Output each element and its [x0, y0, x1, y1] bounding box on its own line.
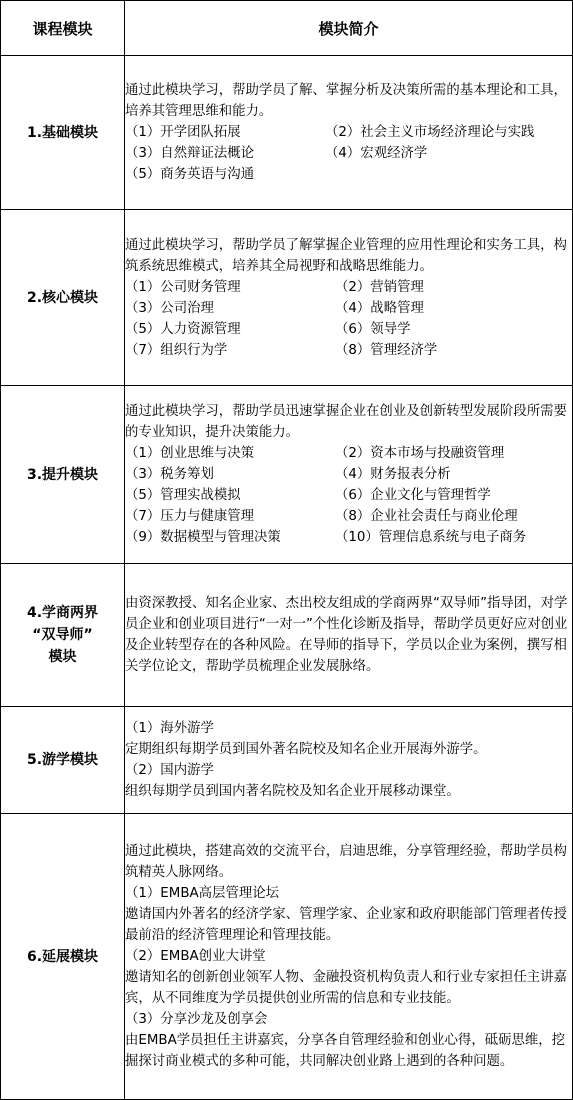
- course-item: （7）组织行为学: [125, 342, 228, 358]
- module-name-line: 4.学商两界: [26, 605, 99, 621]
- course-list: [125, 122, 572, 185]
- module-description: [125, 707, 573, 814]
- sub-title: （3）分享沙龙及创享会: [125, 1012, 268, 1027]
- course-item: （10）管理信息系统与电子商务: [335, 530, 527, 545]
- course-item: （1）开学团队拓展: [125, 125, 241, 140]
- table-row: [1, 210, 573, 386]
- course-item: （7）压力与健康管理: [125, 509, 255, 524]
- sub-title: （1）EMBA高层管理论坛: [125, 886, 280, 901]
- course-item: （3）税务筹划: [125, 467, 214, 482]
- course-list: [125, 443, 572, 548]
- module-description: [125, 564, 573, 707]
- module-name: 2.核心模块: [1, 210, 125, 386]
- table-header-row: [1, 1, 573, 56]
- sub-text: 组织每期学员到国内著名院校及知名企业开展移动课堂。: [125, 784, 460, 799]
- course-item: （2）资本市场与投融资管理: [335, 446, 505, 461]
- module-name-line: “双导师”: [32, 627, 93, 643]
- course-list: [125, 277, 572, 361]
- sub-text: 定期组织每期学员到国外著名院校及知名企业开展海外游学。: [125, 742, 487, 757]
- table-row: [1, 707, 573, 814]
- course-item: （8）管理经济学: [335, 342, 438, 358]
- course-item: （4）宏观经济学: [325, 146, 428, 161]
- course-item: （5）商务英语与沟通: [125, 167, 255, 182]
- sub-title: （1）海外游学: [125, 721, 214, 736]
- course-item: （4）财务报表分析: [335, 467, 451, 482]
- module-name: [1, 564, 125, 707]
- table-row: [1, 564, 573, 707]
- module-intro: 通过此模块学习，帮助学员了解、掌握分析及决策所需的基本理论和工具，培养其管理思维和能力。: [125, 83, 567, 119]
- module-name-line: 模块: [48, 649, 77, 665]
- course-item: （2）社会主义市场经济理论与实践: [325, 125, 535, 140]
- table-row: [1, 386, 573, 564]
- module-intro: 通过此模块，搭建高效的交流平台，启迪思维，分享管理经验，帮助学员构筑精英人脉网络。: [125, 844, 567, 880]
- course-item: （9）数据模型与管理决策: [125, 530, 281, 545]
- table-row: [1, 814, 573, 1100]
- module-name: 1.基础模块: [1, 56, 125, 210]
- course-item: （1）创业思维与决策: [125, 446, 255, 461]
- course-item: （6）企业文化与管理哲学: [335, 488, 491, 503]
- course-item: （5）人力资源管理: [125, 321, 241, 337]
- module-intro: 通过此模块学习，帮助学员迅速掌握企业在创业及创新转型发展阶段所需要的专业知识，提升决策能力。: [125, 404, 567, 440]
- course-item: （6）领导学: [335, 321, 411, 337]
- course-item: （1）公司财务管理: [125, 279, 241, 295]
- header-course-module: 课程模块: [1, 1, 125, 56]
- sub-title: （2）EMBA创业大讲堂: [125, 949, 266, 964]
- course-item: （4）战略管理: [335, 300, 424, 316]
- sub-text: 邀请国内外著名的经济学家、管理学家、企业家和政府职能部门管理者传授最前沿的经济管理理论和管理技能。: [125, 907, 567, 943]
- course-item: （2）营销管理: [335, 279, 424, 295]
- module-description: [125, 56, 573, 210]
- sub-title: （2）国内游学: [125, 763, 214, 778]
- module-description: [125, 814, 573, 1100]
- module-intro: 通过此模块学习，帮助学员了解掌握企业管理的应用性理论和实务工具，构筑系统思维模式，培养其全局视野和战略思维能力。: [125, 237, 567, 274]
- module-name: 5.游学模块: [1, 707, 125, 814]
- course-item: （3）自然辩证法概论: [125, 146, 255, 161]
- table-row: [1, 56, 573, 210]
- course-item: （3）公司治理: [125, 300, 214, 316]
- course-item: （8）企业社会责任与商业伦理: [335, 509, 518, 524]
- header-module-intro: 模块简介: [125, 1, 573, 56]
- module-name: 6.延展模块: [1, 814, 125, 1100]
- module-name: 3.提升模块: [1, 386, 125, 564]
- sub-text: 由EMBA学员担任主讲嘉宾，分享各自管理经验和创业心得，砥砺思维，挖掘探讨商业模式的多种可能，共同解决创业路上遇到的各种问题。: [125, 1033, 566, 1069]
- module-description: [125, 210, 573, 386]
- course-item: （5）管理实战模拟: [125, 488, 241, 503]
- sub-text: 邀请知名的创新创业领军人物、金融投资机构负责人和行业专家担任主讲嘉宾，从不同维度为学员提供创业所需的信息和专业技能。: [125, 970, 567, 1006]
- module-description: [125, 386, 573, 564]
- module-intro: 由资深教授、知名企业家、杰出校友组成的学商两界“双导师”指导团，对学员企业和创业项目进行“一对一”个性化诊断及指导，帮助学员更好应对创业及企业转型存在的各种风险。在导师的指导下，学员以企业为案例，撰写相关学位论文，帮助学员梳理企业发展脉络。: [125, 596, 568, 674]
